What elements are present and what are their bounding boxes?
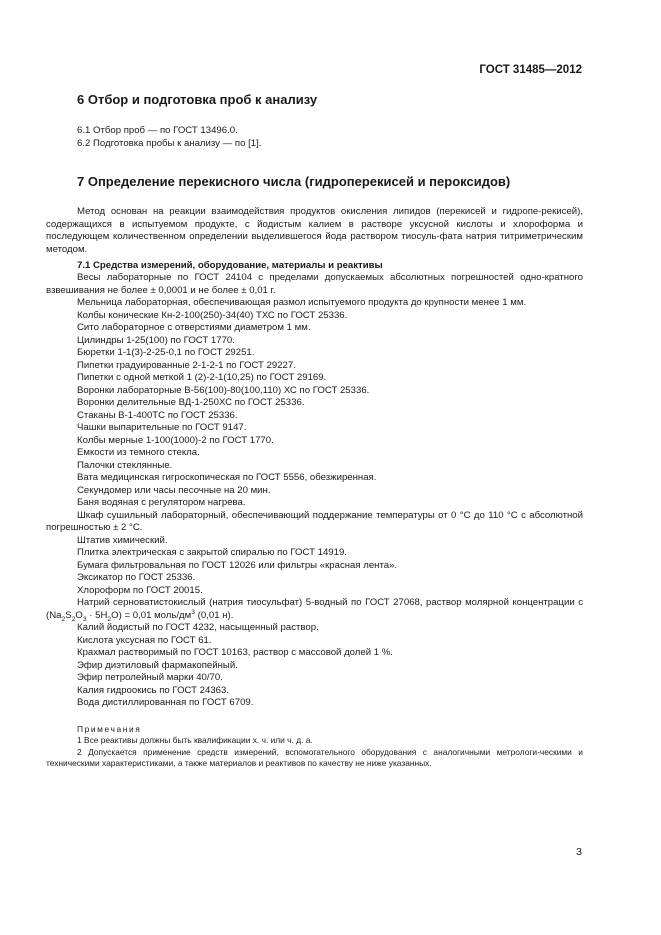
list-item: Крахмал растворимый по ГОСТ 10163, раствор с массовой долей 1 %. bbox=[77, 647, 393, 658]
list-item: Эксикатор по ГОСТ 25336. bbox=[77, 572, 196, 583]
list-item: Калий йодистый по ГОСТ 4232, насыщенный раствор. bbox=[77, 622, 319, 633]
list-item: Колбы конические Кн-2-100(250)-34(40) ТХС по ГОСТ 25336. bbox=[77, 309, 348, 321]
list-item: Калия гидроокись по ГОСТ 24363. bbox=[77, 684, 230, 696]
note-item: 2 Допускается применение средств измерений, вспомогательного оборудования с аналогичными метрологи-ческими и техническими характеристиками, а также материалов и реактивов по качеству не ниже указанных. bbox=[46, 746, 583, 769]
list-item: Штатив химический. bbox=[77, 534, 168, 546]
list-item: Воронки делительные ВД-1-250ХС по ГОСТ 25336. bbox=[77, 397, 305, 408]
list-item: Цилиндры 1-25(100) по ГОСТ 1770. bbox=[77, 334, 235, 346]
list-item: Секундомер или часы песочные на 20 мин. bbox=[77, 484, 271, 496]
list-item: Колбы мерные 1-100(1000)-2 по ГОСТ 1770. bbox=[77, 434, 274, 446]
section-6-list bbox=[77, 125, 583, 150]
list-item: Пипетки градуированные 2-1-2-1 по ГОСТ 29227. bbox=[77, 359, 296, 371]
note-item: 1 Все реактивы должны быть квалификации х. ч. или ч. д. а. bbox=[77, 735, 313, 746]
page-content bbox=[46, 92, 583, 770]
list-item: Бюретки 1-1(3)-2-25-0,1 по ГОСТ 29251. bbox=[77, 347, 255, 358]
list-item: 6.2 Подготовка пробы к анализу — по [1]. bbox=[77, 137, 262, 149]
thiosulfate-item: Натрий серноватистокислый (натрия тиосульфат) 5-водный по ГОСТ 27068, раствор молярной концентрации с $(Na_2S_2O_3 \cdot 5H_2O) = 0,01$ моль/$дм^3$ (0,01 н). bbox=[46, 597, 583, 623]
list-item: Чашки выпарительные по ГОСТ 9147. bbox=[77, 422, 247, 433]
list-item: Емкости из темного стекла. bbox=[77, 447, 200, 458]
list-item: Воронки лабораторные В-56(100)-80(100,110) ХС по ГОСТ 25336. bbox=[77, 384, 370, 396]
list-item: Пипетки с одной меткой 1 (2)-2-1(10,25) по ГОСТ 29169. bbox=[77, 372, 327, 383]
equipment-list bbox=[46, 272, 583, 710]
section-7-title: 7 Определение перекисного числа (гидроперекисей и пероксидов) bbox=[77, 174, 511, 189]
list-item: Эфир диэтиловый фармакопейный. bbox=[77, 659, 238, 671]
section-7-intro: Метод основан на реакции взаимодействия продуктов окисления липидов (перекисей и гидропе-рекисей), содержащихся в испытуемом продукте, с йодистым калием в растворе уксусной кислоты и хлороформа и последующем количественном определении выделившегося йода раствором тиосуль-фата натрия титриметрическим методом. bbox=[46, 206, 583, 255]
subsection-7-1-title: 7.1 Средства измерений, оборудование, материалы и реактивы bbox=[77, 260, 383, 271]
list-item: Эфир петролейный марки 40/70. bbox=[77, 672, 223, 683]
section-6-title: 6 Отбор и подготовка проб к анализу bbox=[77, 92, 318, 107]
list-item: Баня водяная с регулятором нагрева. bbox=[77, 497, 246, 508]
list-item: Вода дистиллированная по ГОСТ 6709. bbox=[77, 697, 254, 708]
list-item: Палочки стеклянные. bbox=[77, 459, 173, 471]
list-item: Стаканы В-1-400ТС по ГОСТ 25336. bbox=[77, 409, 238, 421]
document-code: ГОСТ 31485—2012 bbox=[479, 64, 582, 76]
list-item: Шкаф сушильный лабораторный, обеспечивающий поддержание температуры от 0 °С до 110 °С с абсолютной погрешностью ± 2 °С. bbox=[46, 509, 583, 533]
list-item: Весы лабораторные по ГОСТ 24104 с пределами допускаемых абсолютных погрешностей одно-кратного взвешивания не более ± 0,0001 и не более ± 0,01 г. bbox=[46, 272, 583, 296]
list-item: Мельница лабораторная, обеспечивающая размол испытуемого продукта до крупности менее 1 мм. bbox=[77, 297, 527, 308]
list-item: 6.1 Отбор проб — по ГОСТ 13496.0. bbox=[77, 125, 238, 136]
list-item: Сито лабораторное с отверстиями диаметром 1 мм. bbox=[77, 322, 311, 333]
list-item: Хлороформ по ГОСТ 20015. bbox=[77, 584, 203, 596]
list-item: Бумага фильтровальная по ГОСТ 12026 или фильтры «красная лента». bbox=[77, 559, 398, 571]
list-item: Кислота уксусная по ГОСТ 61. bbox=[77, 634, 212, 646]
list-item: Вата медицинская гигроскопическая по ГОСТ 5556, обезжиренная. bbox=[77, 472, 377, 483]
notes-block bbox=[46, 724, 583, 770]
page-number: 3 bbox=[576, 846, 582, 858]
list-item: Плитка электрическая с закрытой спиралью по ГОСТ 14919. bbox=[77, 547, 347, 558]
notes-title: Примечания bbox=[77, 723, 142, 734]
